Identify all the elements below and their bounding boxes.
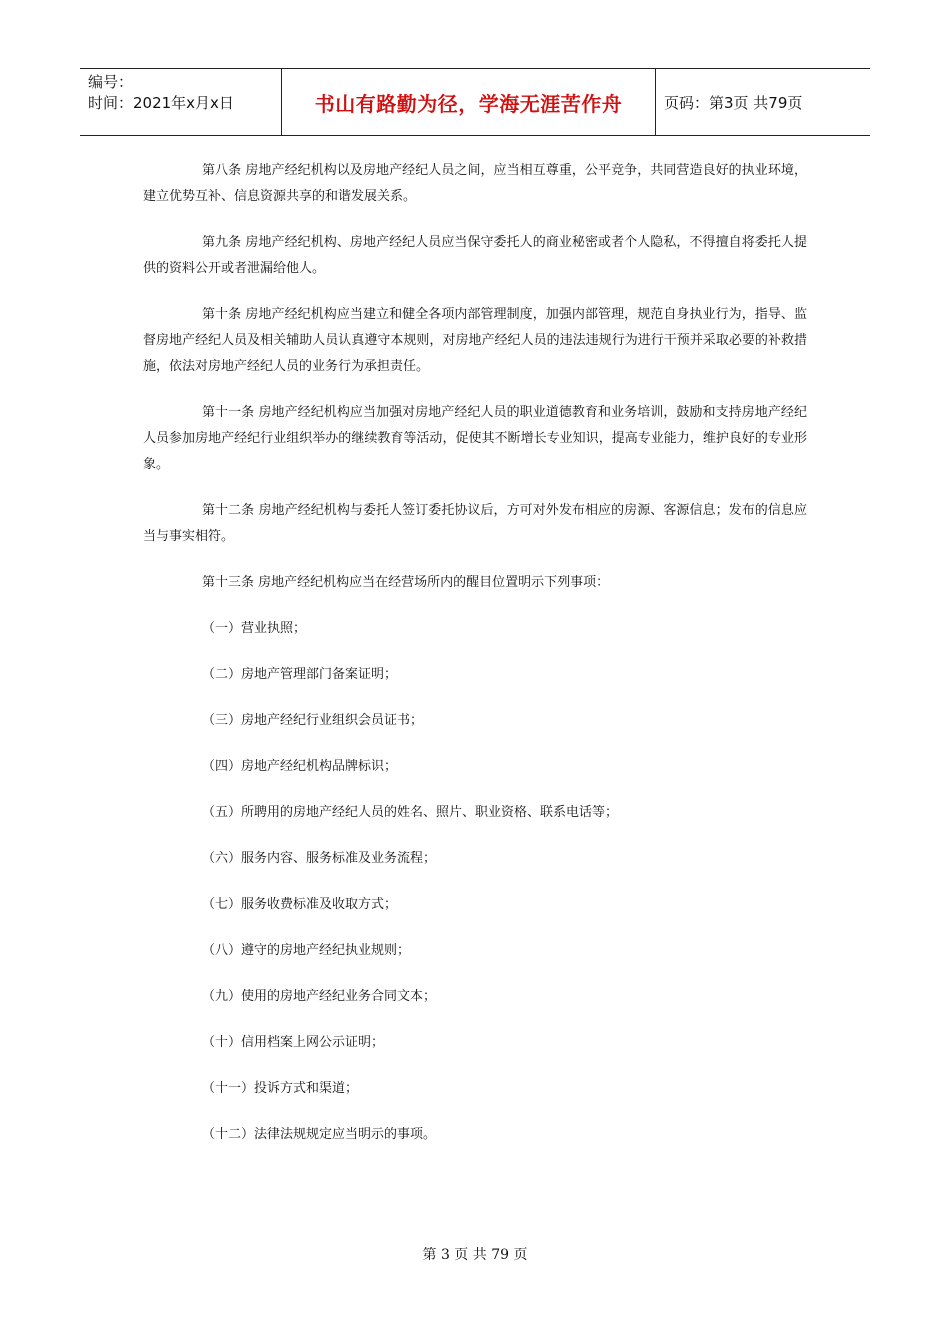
list-item: （四）房地产经纪机构品牌标识； — [202, 759, 398, 774]
list-item: （七）服务收费标准及收取方式； — [202, 897, 398, 912]
document-time-label: 时间：2021年x月x日 — [88, 94, 234, 112]
document-number-label: 编号： — [88, 73, 134, 91]
list-item: （九）使用的房地产经纪业务合同文本； — [202, 989, 437, 1004]
list-item: （六）服务内容、服务标准及业务流程； — [202, 851, 437, 866]
article-paragraph: 第八条 房地产经纪机构以及房地产经纪人员之间，应当相互尊重，公平竞争，共同营造良好的执业环境，建立优势互补、信息资源共享的和谐发展关系。 — [143, 163, 807, 204]
header-meta — [80, 69, 282, 135]
list-item: （八）遵守的房地产经纪执业规则； — [202, 943, 411, 958]
article-paragraph: 第十三条 房地产经纪机构应当在经营场所内的醒目位置明示下列事项： — [202, 575, 610, 590]
list-item: （十一）投诉方式和渠道； — [202, 1081, 359, 1096]
article-paragraph: 第十二条 房地产经纪机构与委托人签订委托协议后，方可对外发布相应的房源、客源信息；发布的信息应当与事实相符。 — [143, 503, 807, 544]
list-item: （十二）法律法规规定应当明示的事项。 — [202, 1127, 437, 1142]
list-item: （十）信用档案上网公示证明； — [202, 1035, 385, 1050]
list-item: （一）营业执照； — [202, 621, 307, 636]
list-item: （二）房地产管理部门备案证明； — [202, 667, 398, 682]
list-item: （五）所聘用的房地产经纪人员的姓名、照片、职业资格、联系电话等； — [202, 805, 619, 820]
page-footer: 第 3 页 共 79 页 — [422, 1247, 528, 1263]
article-paragraph: 第十一条 房地产经纪机构应当加强对房地产经纪人员的职业道德教育和业务培训，鼓励和支持房地产经纪人员参加房地产经纪行业组织举办的继续教育等活动，促使其不断增长专业知识，提高专业能力，维护良好的专业形象。 — [143, 405, 807, 472]
list-item: （三）房地产经纪行业组织会员证书； — [202, 713, 424, 728]
article-paragraph: 第十条 房地产经纪机构应当建立和健全各项内部管理制度，加强内部管理，规范自身执业行为，指导、监督房地产经纪人员及相关辅助人员认真遵守本规则，对房地产经纪人员的违法违规行为进行干预并采取必要的补救措施，依法对房地产经纪人员的业务行为承担责任。 — [143, 307, 807, 374]
article-paragraph: 第九条 房地产经纪机构、房地产经纪人员应当保守委托人的商业秘密或者个人隐私，不得擅自将委托人提供的资料公开或者泄漏给他人。 — [143, 235, 807, 276]
page-header — [80, 68, 870, 136]
document-body — [143, 158, 807, 1168]
header-motto: 书山有路勤为径，学海无涯苦作舟 — [282, 69, 656, 135]
header-page-info: 页码：第3页 共79页 — [664, 93, 803, 112]
